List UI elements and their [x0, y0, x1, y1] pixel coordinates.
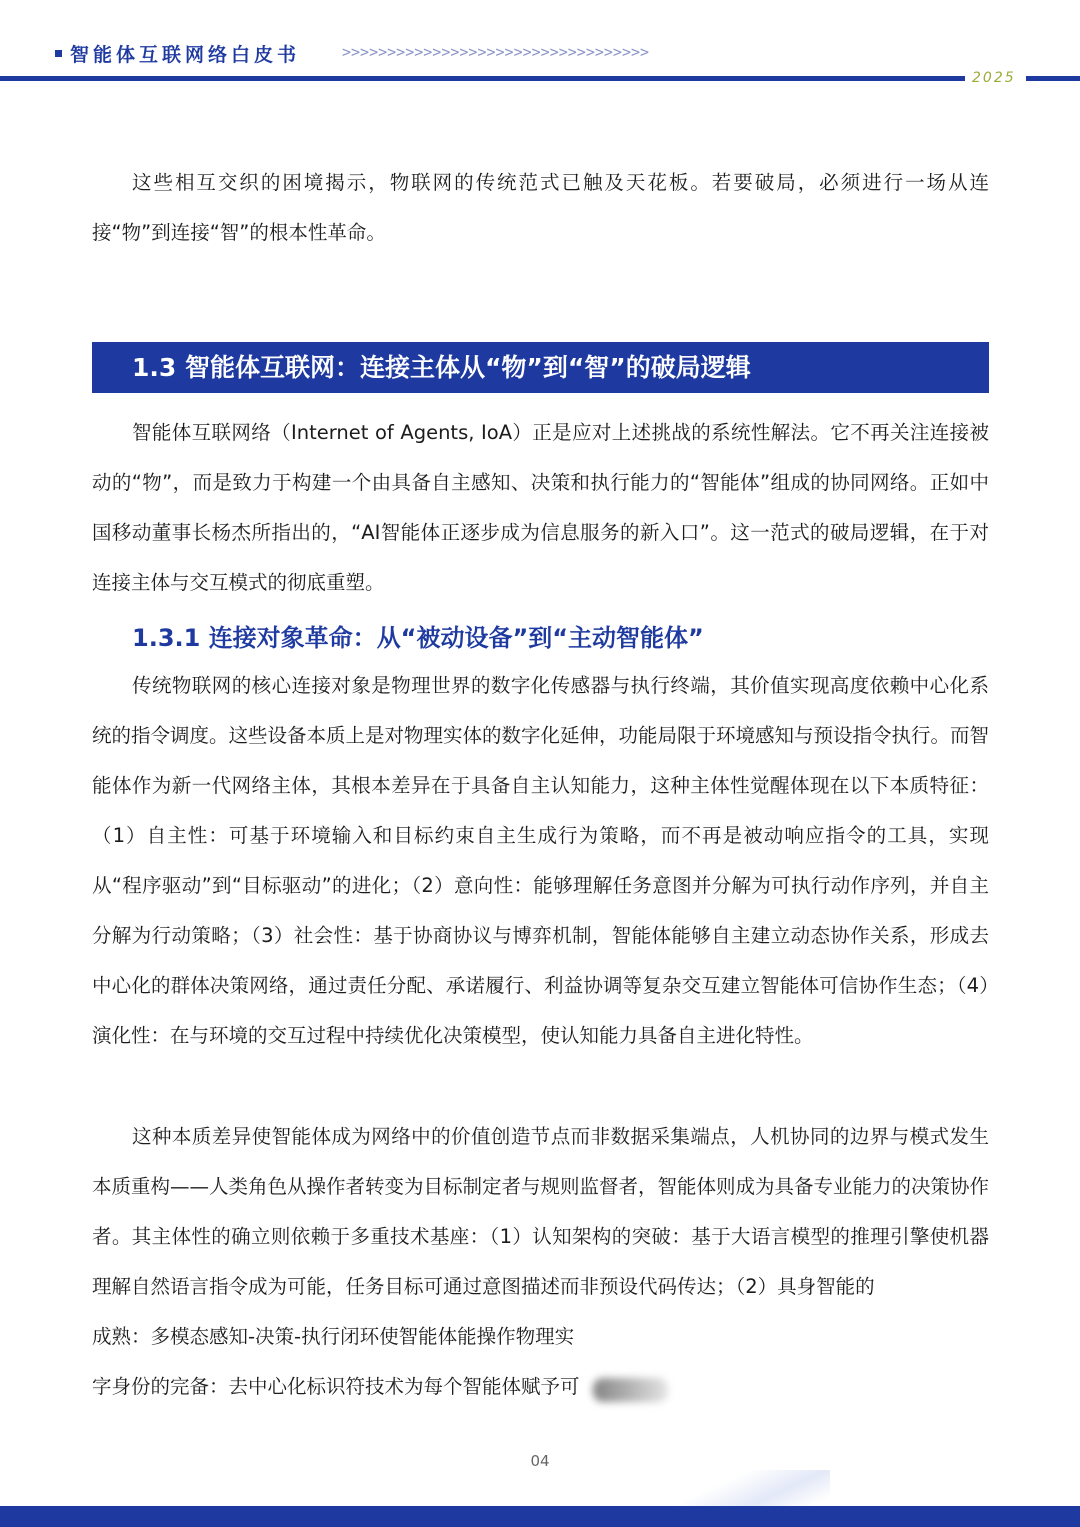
body-paragraph-2-line5: 成熟：多模态感知-决策-执行闭环使智能体能操作物理实 [92, 1325, 575, 1348]
section-paragraph: 智能体互联网络（Internet of Agents, IoA）正是应对上述挑战的系统性解法。它不再关注连接被动的“物”，而是致力于构建一个由具备自主感知、决策和执行能力的“智能体”组成的协同网络。正如中国移动董事长杨杰所指出的，“AI智能体正逐步成为信息服务的新入口”。这一范式的破局逻辑，在于对连接主体与交互模式的彻底重塑。 [92, 421, 989, 594]
header-rule-right [1026, 76, 1080, 81]
header-bullet-icon [55, 50, 62, 57]
body-paragraph-2-line6: 字身份的完备：去中心化标识符技术为每个智能体赋予可 [92, 1375, 580, 1398]
body-paragraph-2: 这种本质差异使智能体成为网络中的价值创造节点而非数据采集端点，人机协同的边界与模式发生本质重构——人类角色从操作者转变为目标制定者与规则监督者，智能体则成为具备专业能力的决策协作者。其主体性的确立则依赖于多重技术基座：（1）认知架构的突破：基于大语言模型的推理引擎使机器理解自然语言指令成为可能，任务目标可通过意图描述而非预设代码传达；（2）具身智能的 [92, 1125, 990, 1298]
footer-band [0, 1506, 1080, 1527]
page-header [0, 0, 1080, 100]
blur-smudge [593, 1378, 668, 1402]
header-arrows-decoration: >>>>>>>>>>>>>>>>>>>>>>>>>>>>>>>>>> [342, 43, 650, 61]
header-rule [0, 76, 965, 81]
body-paragraph-1: 传统物联网的核心连接对象是物理世界的数字化传感器与执行终端，其价值实现高度依赖中心化系统的指令调度。这些设备本质上是对物理实体的数字化延伸，功能局限于环境感知与预设指令执行。而智能体作为新一代网络主体，其根本差异在于具备自主认知能力，这种主体性觉醒体现在以下本质特征：（1）自主性：可基于环境输入和目标约束自主生成行为策略，而不再是被动响应指令的工具，实现从“程序驱动”到“目标驱动”的进化；（2）意向性：能够理解任务意图并分解为可执行动作序列，并自主分解为行动策略；（3）社会性：基于协商协议与博弈机制，智能体能够自主建立动态协作关系，形成去中心化的群体决策网络，通过责任分配、承诺履行、利益协调等复杂交互建立智能体可信协作生态；（4）演化性：在与环境的交互过程中持续优化决策模型，使认知能力具备自主进化特性。 [92, 674, 990, 1047]
section-heading: 1.3 智能体互联网：连接主体从“物”到“智”的破局逻辑 [92, 342, 989, 393]
document-title: 智能体互联网络白皮书 [70, 44, 301, 66]
header-year: 2025 [972, 70, 1016, 86]
page-number: 04 [530, 1452, 550, 1470]
intro-paragraph: 这些相互交织的困境揭示，物联网的传统范式已触及天花板。若要破局，必须进行一场从连接“物”到连接“智”的根本性革命。 [92, 171, 989, 244]
subsection-heading: 1.3.1 连接对象革命：从“被动设备”到“主动智能体” [132, 624, 704, 652]
blur-overlay [590, 1318, 740, 1428]
